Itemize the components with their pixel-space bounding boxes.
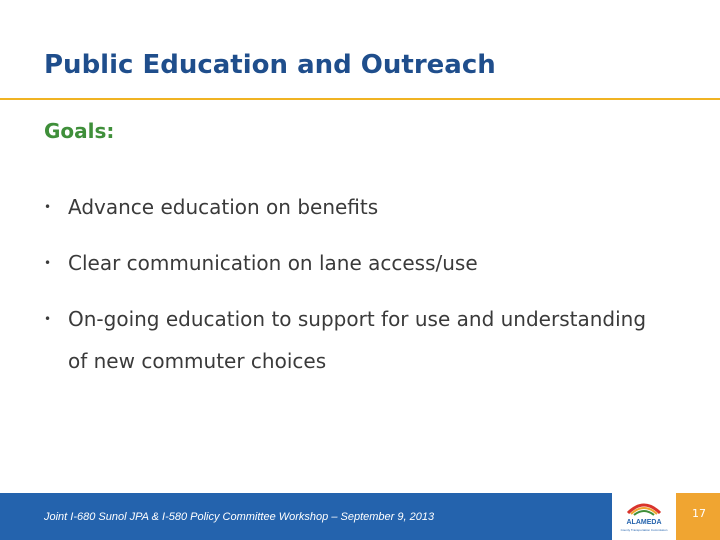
goals-heading: Goals:	[44, 119, 115, 143]
list-item	[44, 298, 664, 382]
page-number-box	[676, 493, 720, 540]
list-item	[44, 242, 664, 284]
title-divider	[0, 98, 720, 100]
alameda-ctc-logo	[612, 493, 676, 540]
bullet-icon: •	[44, 256, 52, 270]
bullet-text: Advance education on benefits	[68, 195, 379, 219]
list-item	[44, 186, 664, 228]
slide-title: Public Education and Outreach	[44, 50, 496, 80]
footer-text: Joint I-680 Sunol JPA & I-580 Policy Committee Workshop – September 9, 2013	[44, 511, 435, 523]
bullet-text: Clear communication on lane access/use	[68, 251, 478, 275]
bullet-text: On-going education to support for use and understanding of new commuter choices	[68, 307, 647, 373]
logo-wordmark: ALAMEDA	[626, 519, 662, 526]
bullet-icon: •	[44, 200, 52, 214]
bullet-icon: •	[44, 312, 52, 326]
logo-icon	[612, 493, 676, 540]
goals-list	[44, 186, 664, 396]
logo-subtext: County Transportation Commission	[620, 528, 668, 532]
page-number: 17	[692, 507, 706, 520]
